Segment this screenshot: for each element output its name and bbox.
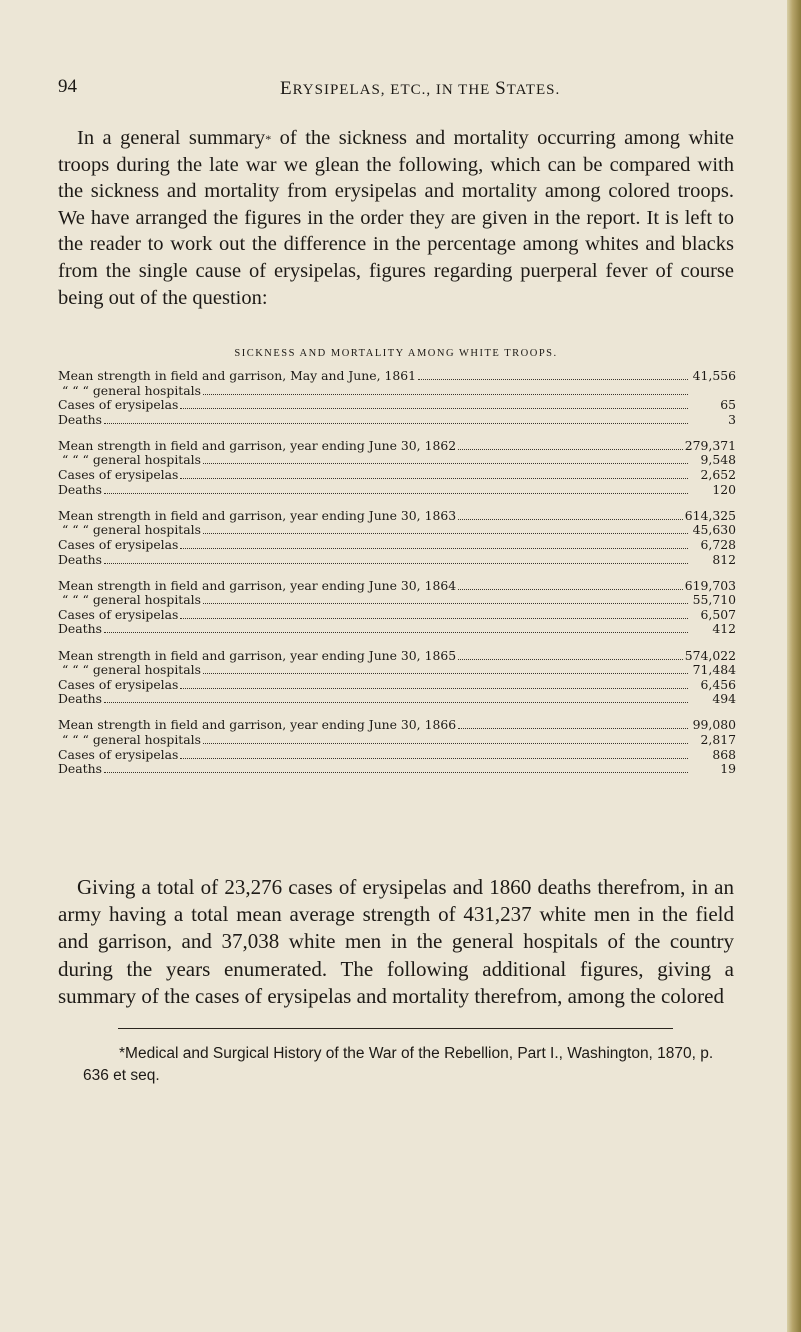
year-group: [58, 509, 736, 567]
year-group: [58, 718, 736, 776]
summary-paragraph: Giving a total of 23,276 cases of erysipelas and 1860 deaths therefrom, in an army having a total mean average strength of 431,237 white men in the field and garrison, and 37,038 white men in the general hospitals of the country during the years enumerated. The following additional figures, giving a summary of the cases of erysipelas and mortality therefrom, among the colored: [58, 875, 734, 1008]
table-row: Deaths 19: [58, 761, 736, 777]
table-row: Mean strength in field and garrison, year ending June 30, 1866 99,080: [58, 717, 736, 733]
page-number: 94: [58, 76, 77, 97]
table-row: Deaths 3: [58, 411, 736, 427]
table-row: Mean strength in field and garrison, May and June, 1861 41,556: [58, 368, 736, 383]
dot-leader: [180, 469, 688, 479]
dot-leader: [203, 385, 688, 395]
table-row: Mean strength in field and garrison, year ending June 30, 1864 619,703: [58, 577, 736, 593]
table-row: Cases of erysipelas 6,507: [58, 606, 736, 622]
table-row: “ “ “ general hospitals 45,630: [62, 522, 736, 538]
dot-leader: [458, 510, 683, 520]
table-row: Mean strength in field and garrison, year ending June 30, 1865 574,022: [58, 647, 736, 663]
dot-leader: [104, 623, 688, 633]
table-row: Cases of erysipelas 6,456: [58, 676, 736, 692]
footnote-divider: [118, 1028, 673, 1029]
table-row: “ “ “ general hospitals 2,817: [62, 731, 736, 747]
dot-leader: [418, 370, 688, 380]
table-row: Deaths 812: [58, 551, 736, 567]
dot-leader: [104, 763, 688, 773]
page-header: [58, 76, 758, 116]
table-row: Deaths 120: [58, 481, 736, 497]
footnote: *Medical and Surgical History of the War of the Rebellion, Part I., Washington, 1870, p. 636 et seq.: [83, 1045, 714, 1084]
running-title: ERYSIPELAS, ETC., IN THE STATES.: [280, 78, 561, 99]
table-heading: SICKNESS AND MORTALITY AMONG WHITE TROOPS.: [234, 348, 558, 359]
dot-leader: [203, 734, 688, 744]
dot-leader: [180, 539, 688, 549]
intro-paragraph: In a general summary* of the sickness and mortality occurring among white troops during the late war we glean the following, which can be compared with the sickness and mortality from erysipelas and mortality among colored troops. We have arranged the figures in the order they are given in the report. It is left to the reader to work out the difference in the percentage among whites and blacks from the single cause of erysipelas, figures regarding puerperal fever of course being out of the question:: [58, 127, 734, 309]
dot-leader: [104, 693, 688, 703]
year-group: [58, 649, 736, 707]
dot-leader: [203, 454, 688, 464]
statistics-table: [58, 369, 736, 788]
table-row: “ “ “ general hospitals: [58, 384, 736, 399]
dot-leader: [458, 580, 683, 590]
dot-leader: [203, 594, 688, 604]
dot-leader: [180, 749, 688, 759]
dot-leader: [458, 719, 688, 729]
dot-leader: [104, 414, 688, 424]
page-edge: [787, 0, 801, 1332]
dot-leader: [203, 524, 688, 534]
dot-leader: [180, 679, 688, 689]
table-row: Cases of erysipelas 868: [58, 746, 736, 762]
dot-leader: [180, 609, 688, 619]
table-row: Cases of erysipelas 6,728: [58, 536, 736, 552]
table-row: Cases of erysipelas 65: [58, 397, 736, 413]
dot-leader: [203, 664, 688, 674]
dot-leader: [458, 440, 683, 450]
table-row: Mean strength in field and garrison, year ending June 30, 1863 614,325: [58, 507, 736, 523]
table-row: “ “ “ general hospitals 9,548: [62, 452, 736, 468]
table-row: Deaths 412: [58, 621, 736, 637]
table-row: Deaths 494: [58, 691, 736, 707]
dot-leader: [180, 399, 688, 409]
table-row: “ “ “ general hospitals 71,484: [62, 662, 736, 678]
dot-leader: [104, 554, 688, 564]
footnote-marker: *: [265, 132, 272, 146]
dot-leader: [458, 650, 683, 660]
table-row: Mean strength in field and garrison, year ending June 30, 1862 279,371: [58, 437, 736, 453]
table-row: Cases of erysipelas 2,652: [58, 467, 736, 483]
dot-leader: [104, 484, 688, 494]
year-group: [58, 439, 736, 497]
table-row: “ “ “ general hospitals 55,710: [62, 592, 736, 608]
year-group: [58, 579, 736, 637]
year-group: [58, 369, 736, 427]
